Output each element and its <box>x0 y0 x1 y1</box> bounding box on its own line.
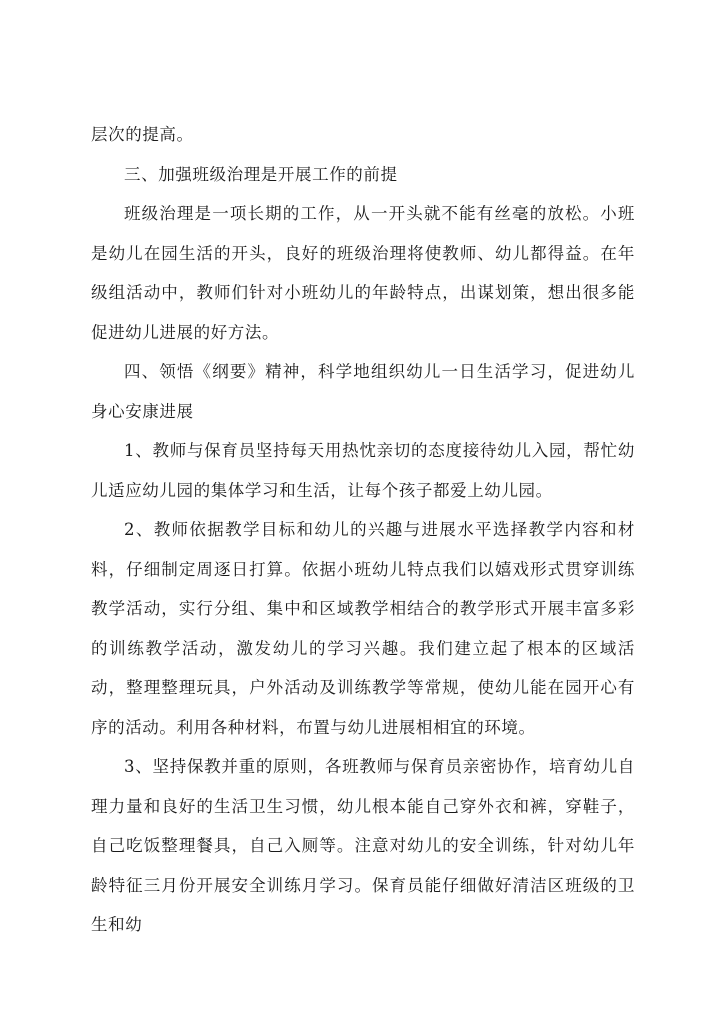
list-item-2: 2、教师依据教学目标和幼儿的兴趣与进展水平选择教学内容和材料，仔细制定周逐日打算。依据小班幼儿特点我们以嬉戏形式贯穿训练教学活动，实行分组、集中和区域教学相结合的教学形式开展丰富多彩的训练教学活动，激发幼儿的学习兴趣。我们建立起了根本的区域活动，整理整理玩具，户外活动及训练教学等常规，使幼儿能在园开心有序的活动。利用各种材料，布置与幼儿进展相相宜的环境。 <box>91 520 635 737</box>
section-heading-3: 三、加强班级治理是开展工作的前提 <box>124 164 398 184</box>
document-body <box>91 115 635 945</box>
section-heading-4: 四、领悟《纲要》精神，科学地组织幼儿一日生活学习，促进幼儿身心安康进展 <box>91 362 635 421</box>
list-item-3: 3、坚持保教并重的原则，各班教师与保育员亲密协作，培育幼儿自理力量和良好的生活卫生习惯，幼儿根本能自己穿外衣和裤，穿鞋子，自己吃饭整理餐具，自己入厕等。注意对幼儿的安全训练，针对幼儿年龄特征三月份开展安全训练月学习。保育员能仔细做好清洁区班级的卫生和幼 <box>91 757 635 934</box>
paragraph-continuation: 层次的提高。 <box>91 125 194 144</box>
list-item-1: 1、教师与保育员坚持每天用热忱亲切的态度接待幼儿入园，帮忙幼儿适应幼儿园的集体学习和生活，让每个孩子都爱上幼儿园。 <box>91 441 635 500</box>
paragraph-class-management: 班级治理是一项长期的工作，从一开头就不能有丝毫的放松。小班是幼儿在园生活的开头，良好的班级治理将使教师、幼儿都得益。在年级组活动中，教师们针对小班幼儿的年龄特点，出谋划策，想出很多能促进幼儿进展的好方法。 <box>91 204 635 342</box>
